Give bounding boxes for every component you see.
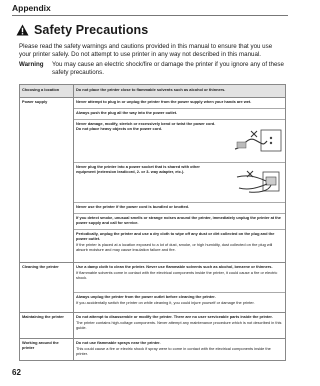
list-item (74, 293, 285, 312)
row-content (74, 313, 285, 338)
precaution-text: Never plug the printer into a power socket that is shared with other equipment (extension lead/cord, 2- or 3- way adapter, etc.). (76, 164, 200, 174)
row-content (74, 98, 285, 262)
row-location: Working around the printer (20, 339, 74, 360)
warning-text: You may cause an electric shock/fire or damage the printer if you ignore any of these safety precautions. (52, 61, 284, 77)
intro-paragraph: Please read the safety warnings and cautions provided in this manual to ensure that you use your printer safely. Do not attempt to use printer in any way not described in this manual. (19, 43, 273, 59)
precaution-text: Do not use flammable sprays near the printer. (76, 340, 161, 345)
precaution-text: Always push the plug all the way into the power outlet. (76, 110, 178, 115)
table-row (20, 313, 285, 339)
row-location: Power supply (20, 98, 74, 262)
precaution-text: Periodically, unplug the printer and use a dry cloth to wipe off any dust or dirt collected on the plug and the power outlet. (76, 231, 275, 241)
table-row (20, 263, 285, 313)
precaution-text: Never use the printer if the power cord is bundled or knotted. (76, 204, 190, 209)
header-rule: Do not place the printer close to flammable solvents such as alcohol or thinners. (76, 87, 226, 92)
header-rule (12, 15, 288, 16)
page-title: Safety Precautions (34, 23, 149, 37)
power-cord-figure (233, 128, 283, 153)
list-item (74, 120, 285, 163)
row-location: Cleaning the printer (20, 263, 74, 312)
list-item (74, 214, 285, 230)
precaution-text: Always unplug the printer from the power outlet before cleaning the printer. (76, 294, 216, 299)
precaution-text: Never damage, modify, stretch or excessively bend or twist the power cord. Do not place heavy objects on the power cord. (76, 121, 216, 131)
row-location: Maintaining the printer (20, 313, 74, 338)
list-item (74, 339, 285, 360)
row-content (74, 339, 285, 360)
table-header-row (20, 85, 285, 98)
precaution-note: The printer contains high-voltage components. Never attempt any maintenance procedure which is not described in this guide. (76, 320, 282, 330)
precaution-text: Do not attempt to disassemble or modify the printer. There are no user serviceable parts inside the printer. (76, 314, 273, 319)
precaution-note: If the printer is placed at a location exposed to a lot of dust, smoke, or high humidity, dust collected on the plug will absorb moisture and may cause insulation failure and fire. (76, 241, 273, 252)
page-number: 62 (12, 368, 21, 377)
warning-label: Warning (19, 61, 44, 68)
list-item (74, 163, 285, 203)
precaution-note: If flammable solvents come in contact with the electrical components inside the printer, it could cause a fire or electric shock. (76, 270, 278, 280)
list-item (74, 109, 285, 120)
warning-notice (19, 61, 285, 78)
list-item (74, 98, 285, 109)
list-item (74, 230, 285, 262)
precaution-text: Use a damp cloth to clean the printer. Never use flammable solvents such as alcohol, benzene or thinners. (76, 264, 273, 269)
precaution-note: This could cause a fire or electric shock if spray were to come in contact with the electrical components inside the printer. (76, 346, 271, 356)
list-item (74, 203, 285, 214)
shared-socket-figure (233, 169, 283, 194)
header-location: Choosing a location (20, 85, 74, 97)
precaution-text: Never attempt to plug in or unplug the printer from the power supply when your hands are wet. (76, 99, 252, 104)
safety-table (19, 84, 286, 361)
precaution-text: If you detect smoke, unusual smells or strange noises around the printer, immediately unplug the printer at the power supply and call for service. (76, 215, 281, 225)
table-row (20, 339, 285, 360)
warning-triangle-icon (16, 24, 29, 36)
table-row (20, 98, 285, 263)
section-title-row (16, 23, 148, 37)
list-item (74, 263, 285, 293)
row-content (74, 263, 285, 312)
running-header: Appendix (12, 3, 51, 13)
precaution-note: If you accidentally switch the printer on while cleaning it, you could injure yourself or damage the printer. (76, 300, 255, 306)
list-item (74, 313, 285, 338)
